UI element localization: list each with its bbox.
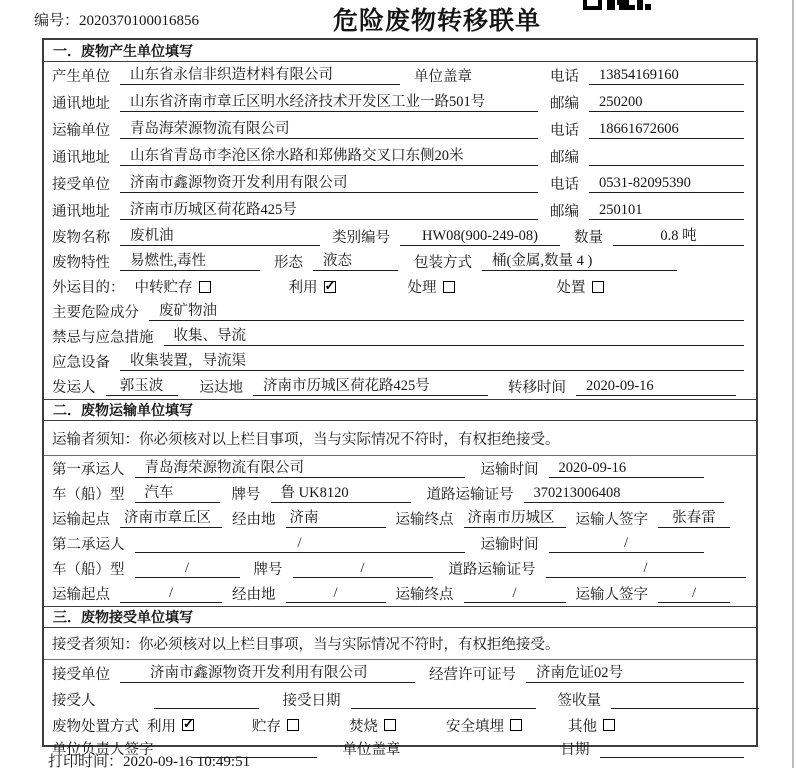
- dispatcher-value: 郭玉波: [106, 377, 178, 396]
- acceptor-label: 接受人: [52, 693, 96, 709]
- transporter-group: [52, 119, 550, 140]
- document-number-value: 2020370100016856: [79, 13, 200, 29]
- receiver-phone-value: 0531-82095390: [589, 174, 744, 193]
- transporter-notice-text: 运输者须知：你必须核对以上栏目事项，当与实际情况不符时，有权拒绝接受。: [52, 431, 560, 448]
- dispatch-row: [44, 374, 756, 399]
- destination-value: 济南市历城区荷花路425号: [253, 377, 488, 396]
- second-origin-value: /: [120, 584, 222, 603]
- second-transport-time-value: /: [549, 534, 704, 553]
- first-origin-value: 济南市章丘区: [120, 509, 222, 528]
- acceptor-value: [154, 690, 259, 709]
- hazard-value: 废矿物油: [149, 302, 744, 321]
- second-sign-value: /: [658, 584, 730, 603]
- receiver-address-group: [52, 200, 550, 221]
- receiver-notice-row: [44, 628, 756, 660]
- purpose-option-treat-checkbox: [443, 281, 455, 293]
- operating-license-value: 济南危证02号: [526, 664, 744, 683]
- waste-packing-label: 包装方式: [414, 255, 472, 271]
- waste-props-label: 废物特性: [52, 255, 110, 271]
- transfer-time-value: 2020-09-16: [576, 377, 736, 396]
- transporter-row: [44, 116, 756, 143]
- second-route-row: [44, 581, 756, 606]
- disposal-method-label: 废物处置方式: [52, 718, 139, 735]
- producer-zip-value: 250200: [589, 93, 744, 112]
- first-sign-label: 运输人签字: [575, 512, 648, 528]
- transfer-purpose-row: [44, 274, 756, 299]
- second-sign-label: 运输人签字: [575, 587, 648, 603]
- disposal-option-use-checkbox: [182, 719, 194, 731]
- producer-group: [52, 65, 550, 86]
- first-sign-value: 张春雷: [658, 509, 730, 528]
- transporter-zip-value: [589, 147, 744, 166]
- document-number-label: 编号：: [34, 13, 80, 29]
- second-road-license-label: 道路运输证号: [448, 562, 536, 578]
- sign-date-label: 日期: [560, 742, 590, 758]
- section2-header: 二．废物运输单位填写: [44, 399, 756, 421]
- received-amount-label: 签收量: [557, 693, 601, 709]
- second-vehicle-row: [44, 556, 756, 581]
- producer-label: 产生单位: [52, 69, 110, 85]
- producer-address-label: 通讯地址: [52, 96, 110, 112]
- purpose-option-treat-label: 处理: [407, 280, 437, 296]
- purpose-option-storage-label: 中转贮存: [134, 280, 193, 296]
- disposal-option-other-checkbox: [603, 719, 615, 731]
- transporter-label: 运输单位: [52, 123, 110, 139]
- waste-name-label: 废物名称: [52, 230, 110, 246]
- disposal-option-landfill-label: 安全填埋: [446, 718, 504, 735]
- first-carrier-row: [44, 456, 756, 481]
- first-plate-label: 牌号: [231, 487, 261, 503]
- producer-address-group: [52, 92, 550, 113]
- disposal-option-incinerate-label: 焚烧: [349, 718, 378, 735]
- producer-address-row: [44, 89, 756, 116]
- first-origin-label: 运输起点: [52, 512, 110, 528]
- transfer-purpose-label: 外运目的：: [52, 280, 125, 296]
- transporter-address-value: 山东省青岛市李沧区徐水路和郑佛路交叉口东侧20米: [120, 147, 538, 166]
- receiver-address-row: [44, 197, 756, 224]
- waste-quantity-label: 数量: [574, 230, 603, 246]
- waste-packing-value: 桶(金属,数量 4 ): [482, 252, 677, 271]
- waste-form-label: 形态: [274, 255, 303, 271]
- first-carrier-label: 第一承运人: [52, 462, 125, 478]
- producer-address-value: 山东省济南市章丘区明水经济技术开发区工业一路501号: [120, 93, 538, 112]
- producer-phone-label: 电话: [550, 69, 579, 85]
- second-vehicle-type-label: 车（船）型: [52, 562, 125, 578]
- first-via-label: 经由地: [232, 512, 276, 528]
- producer-row: [44, 62, 756, 89]
- second-via-value: /: [286, 584, 386, 603]
- first-vehicle-type-label: 车（船）型: [52, 487, 125, 503]
- qr-code-fragment: [583, 0, 653, 10]
- print-time-value: 2020-09-16 10:49:51: [123, 754, 251, 770]
- accepting-unit-label: 接受单位: [52, 667, 110, 683]
- purpose-option-dispose-label: 处置: [556, 280, 586, 296]
- disposal-option-use-label: 利用: [147, 718, 176, 735]
- manifest-form: [42, 38, 758, 758]
- taboo-value: 收集、导流: [164, 327, 745, 346]
- second-carrier-value: /: [135, 534, 465, 553]
- transporter-address-group: [52, 146, 550, 167]
- first-transport-time-value: 2020-09-16: [549, 459, 704, 478]
- destination-label: 运达地: [199, 380, 243, 396]
- acceptor-row: [44, 687, 756, 712]
- equipment-label: 应急设备: [52, 355, 110, 371]
- second-end-value: /: [464, 584, 566, 603]
- transporter-address-label: 通讯地址: [52, 150, 110, 166]
- responsible-signature-label: 单位负责人签字: [52, 742, 154, 758]
- disposal-option-landfill-checkbox: [510, 719, 522, 731]
- receiver-row: [44, 170, 756, 197]
- producer-zip-label: 邮编: [550, 96, 579, 112]
- waste-name-value: 废机油: [120, 227, 320, 246]
- receiver-group: [52, 173, 550, 194]
- taboo-label: 禁忌与应急措施: [52, 330, 154, 346]
- accept-date-label: 接受日期: [282, 693, 341, 709]
- purpose-option-use-checkbox: [324, 281, 336, 293]
- section3-header: 三．废物接受单位填写: [44, 606, 756, 628]
- producer-seal-label: 单位盖章: [414, 69, 472, 85]
- receiver-notice-text: 接受者须知：你必须核对以上栏目事项，当与实际情况不符时，有权拒绝接受。: [52, 637, 560, 653]
- accept-date-value: [351, 690, 536, 709]
- transfer-time-label: 转移时间: [508, 380, 566, 396]
- receiver-label: 接受单位: [52, 177, 110, 193]
- waste-form-value: 液态: [313, 252, 398, 271]
- waste-category-label: 类别编号: [332, 230, 390, 246]
- transporter-zip-label: 邮编: [550, 150, 579, 166]
- waste-quantity-value: 0.8 吨: [613, 227, 744, 246]
- producer-phone-value: 13854169160: [589, 66, 744, 85]
- transporter-phone-value: 18661672606: [589, 120, 744, 139]
- receiver-phone-label: 电话: [550, 177, 579, 193]
- dispatcher-label: 发运人: [52, 380, 96, 396]
- second-via-label: 经由地: [232, 587, 276, 603]
- first-carrier-value: 青岛海荣源物流有限公司: [135, 459, 465, 478]
- first-road-license-label: 道路运输证号: [426, 487, 514, 503]
- purpose-option-use-label: 利用: [288, 280, 318, 296]
- purpose-option-storage-checkbox: [199, 281, 211, 293]
- accepting-unit-row: [44, 660, 756, 687]
- receiver-address-value: 济南市历城区荷花路425号: [120, 201, 538, 220]
- first-end-label: 运输终点: [395, 512, 454, 528]
- disposal-option-storage-checkbox: [287, 719, 299, 731]
- disposal-option-incinerate-checkbox: [384, 719, 396, 731]
- transporter-notice-row: [44, 421, 756, 456]
- producer-value: 山东省永信非织造材料有限公司: [120, 66, 400, 85]
- purpose-option-dispose-checkbox: [592, 281, 604, 293]
- waste-name-row: [44, 224, 756, 249]
- transporter-address-row: [44, 143, 756, 170]
- operating-license-label: 经营许可证号: [429, 667, 516, 683]
- second-road-license-value: /: [546, 559, 746, 578]
- transporter-value: 青岛海荣源物流有限公司: [120, 120, 538, 139]
- taboo-row: [44, 324, 756, 349]
- second-plate-value: /: [293, 559, 433, 578]
- first-end-value: 济南市历城区: [464, 509, 566, 528]
- print-time-label: 打印时间：: [48, 754, 124, 770]
- section1-header: 一．废物产生单位填写: [44, 40, 756, 62]
- first-plate-value: 鲁 UK8120: [271, 484, 411, 503]
- second-vehicle-type-value: /: [135, 559, 240, 578]
- document-number: [34, 9, 199, 30]
- waste-category-value: HW08(900-249-08): [400, 227, 560, 246]
- first-route-row: [44, 506, 756, 531]
- accepting-unit-value: 济南市鑫源物资开发利用有限公司: [120, 664, 415, 683]
- equipment-value: 收集装置，导流渠: [120, 352, 744, 371]
- second-plate-label: 牌号: [253, 562, 283, 578]
- disposal-option-other-label: 其他: [568, 718, 597, 735]
- first-road-license-value: 370213006408: [524, 484, 724, 503]
- hazard-label: 主要危险成分: [52, 305, 139, 321]
- hazard-row: [44, 299, 756, 324]
- transporter-phone-label: 电话: [550, 123, 579, 139]
- receiver-value: 济南市鑫源物资开发利用有限公司: [120, 174, 538, 193]
- second-origin-label: 运输起点: [52, 587, 110, 603]
- disposal-method-row: [44, 712, 756, 738]
- receiver-address-label: 通讯地址: [52, 204, 110, 220]
- received-amount-value: [611, 690, 759, 709]
- page-edge-divider: [792, 0, 794, 768]
- second-transport-time-label: 运输时间: [480, 537, 539, 553]
- second-end-label: 运输终点: [395, 587, 454, 603]
- first-via-value: 济南: [286, 509, 386, 528]
- second-carrier-label: 第二承运人: [52, 537, 125, 553]
- waste-props-value: 易燃性,毒性: [120, 252, 260, 271]
- first-vehicle-row: [44, 481, 756, 506]
- unit-seal-label: 单位盖章: [342, 742, 401, 758]
- disposal-option-storage-label: 贮存: [252, 718, 281, 735]
- first-vehicle-type-value: 汽车: [135, 484, 220, 503]
- first-transport-time-label: 运输时间: [480, 462, 539, 478]
- sign-date-value: [600, 739, 745, 758]
- waste-props-row: [44, 249, 756, 274]
- receiver-zip-label: 邮编: [550, 204, 579, 220]
- page-title: 危险废物转移联单: [333, 8, 542, 35]
- receiver-zip-value: 250101: [589, 201, 744, 220]
- equipment-row: [44, 349, 756, 374]
- second-carrier-row: [44, 531, 756, 556]
